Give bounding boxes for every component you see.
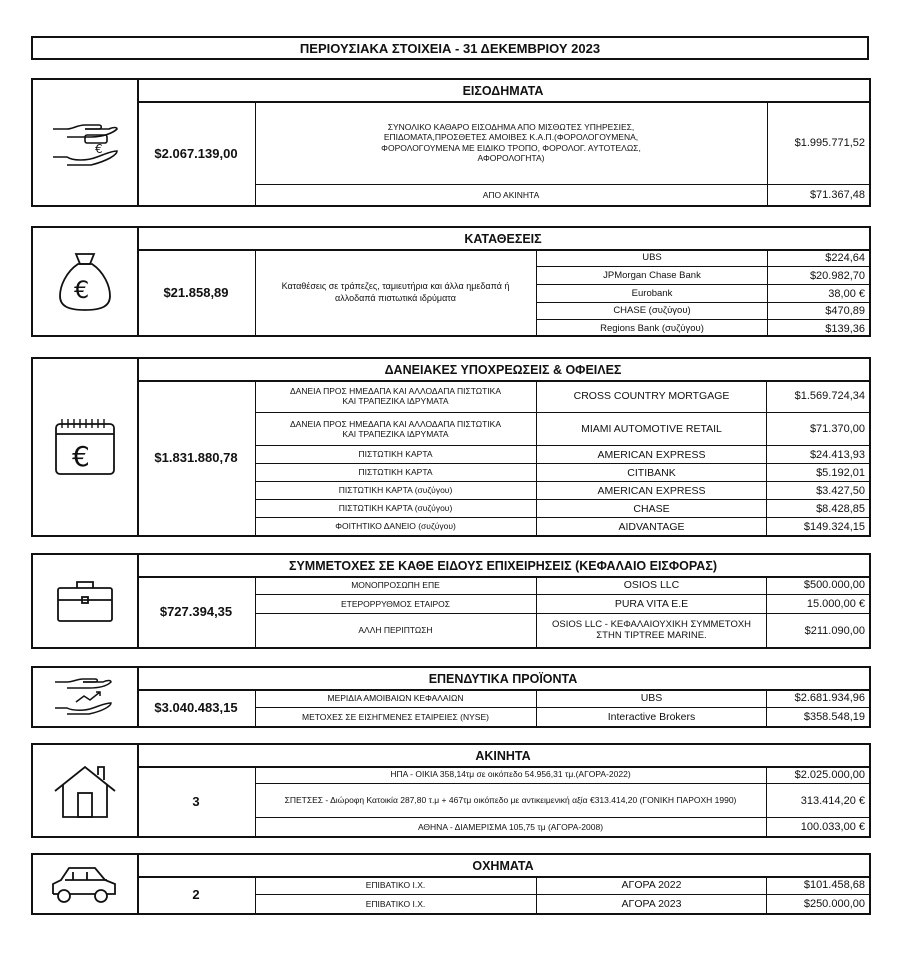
investment-type: ΜΕΤΟΧΕΣ ΣΕ ΕΙΣΗΓΜΕΝΕΣ ΕΤΑΙΡΕΙΕΣ (NYSE) [302,711,489,722]
holding-amount: $211.090,00 [766,614,869,647]
table-row [255,576,869,595]
briefcase-icon [55,578,115,624]
loan-creditor: CHASE [536,500,766,517]
table-row [255,614,869,647]
holdings-heading: ΣΥΜΜΕΤΟΧΕΣ ΣΕ ΚΑΘΕ ΕΙΔΟΥΣ ΕΠΙΧΕΙΡΗΣΕΙΣ (ΚΕΦΑΛΑΙΟ ΕΙΣΦΟΡΑΣ) [137,555,869,578]
hands-growth-icon [52,674,118,720]
bank-amount: $470,89 [767,303,869,319]
property-desc: ΗΠΑ - ΟΙΚΙΑ 358,14τμ σε οικόπεδο 54.956,31 τμ.(ΑΓΟΡΑ-2022) [390,769,631,780]
loans-section [31,357,871,537]
bank-name: Regions Bank (συζύγου) [600,322,704,334]
loan-type: ΠΙΣΤΩΤΙΚΗ ΚΑΡΤΑ (συζύγου) [338,485,453,496]
vehicle-type: ΕΠΙΒΑΤΙΚΟ Ι.Χ. [365,879,426,890]
property-amount: $2.025.000,00 [766,766,869,783]
real-estate-icon-cell [33,745,139,836]
income-amount: $1.995.771,52 [767,101,869,184]
loan-amount: $71.370,00 [766,413,869,445]
table-row [255,482,869,500]
svg-text:€: € [72,440,90,473]
holding-type: ΑΛΛΗ ΠΕΡΙΠΤΩΣΗ [358,625,433,636]
investment-amount: $2.681.934,96 [766,689,869,707]
table-row [255,185,869,205]
bank-name: UBS [642,251,662,263]
table-row [255,101,869,185]
table-row [537,249,869,267]
vehicle-amount: $250.000,00 [766,895,869,913]
holdings-total: $727.394,35 [137,576,256,647]
holding-type: ΕΤΕΡΟΡΡΥΘΜΟΣ ΕΤΑΙΡΟΣ [340,598,451,609]
income-amount: $71.367,48 [767,185,869,205]
table-row [255,689,869,708]
table-row [537,285,869,303]
table-row [255,818,869,836]
loan-creditor: AIDVANTAGE [536,518,766,535]
property-amount: 313.414,20 € [766,784,869,817]
table-row [537,267,869,285]
vehicles-section [31,853,871,915]
loans-total: $1.831.880,78 [137,380,256,535]
deposits-total: $21.858,89 [137,249,256,335]
table-row [255,895,869,913]
table-row [255,708,869,726]
vehicles-icon-cell [33,855,139,913]
investments-total: $3.040.483,15 [137,689,256,726]
property-amount: 100.033,00 € [766,818,869,836]
loan-amount: $24.413,93 [766,446,869,463]
table-row [255,766,869,784]
loan-creditor: MIAMI AUTOMOTIVE RETAIL [536,413,766,445]
investment-amount: $358.548,19 [766,708,869,726]
svg-text:€: € [95,141,103,156]
deposits-heading: ΚΑΤΑΘΕΣΕΙΣ [137,228,869,251]
investments-section [31,666,871,728]
money-bag-icon [58,250,112,314]
holding-entity: OSIOS LLC [536,576,766,594]
loan-amount: $1.569.724,34 [766,380,869,412]
table-row [255,380,869,413]
holding-entity: PURA VITA E.E [536,595,766,613]
loan-type: ΔΑΝΕΙΑ ΠΡΟΣ ΗΜΕΔΑΠΑ ΚΑΙ ΑΛΛΟΔΑΠΑ ΠΙΣΤΩΤΙΚΑ ΚΑΙ ΤΡΑΠΕΖΙΚΑ ΙΔΡΥΜΑΤΑ [289,418,501,439]
deposits-description: Καταθέσεις σε τράπεζες, ταμιευτήρια και άλλα ημεδαπά ή αλλοδαπά πιστωτικά ιδρύματα [281,281,510,303]
table-row [255,446,869,464]
vehicle-acquired: ΑΓΟΡΑ 2022 [536,876,766,894]
house-icon [52,763,118,819]
table-row [255,595,869,614]
vehicle-amount: $101.458,68 [766,876,869,894]
holding-type: ΜΟΝΟΠΡΟΣΩΠΗ ΕΠΕ [351,579,440,590]
calendar-euro-icon [52,416,118,478]
vehicles-heading: ΟΧΗΜΑΤΑ [137,855,869,878]
deposits-section [31,226,871,337]
table-row [255,500,869,518]
income-total: $2.067.139,00 [137,101,256,205]
vehicles-count: 2 [137,876,256,913]
holding-amount: 15.000,00 € [766,595,869,613]
loan-amount: $5.192,01 [766,464,869,481]
deposits-icon-cell [33,228,139,335]
loan-creditor: CROSS COUNTRY MORTGAGE [536,380,766,412]
table-row [255,518,869,535]
income-icon-cell [33,80,139,205]
page-title: ΠΕΡΙΟΥΣΙΑΚΑ ΣΤΟΙΧΕΙΑ - 31 ΔΕΚΕΜΒΡΙΟΥ 2023 [31,36,869,60]
investments-icon-cell [33,668,139,726]
income-desc: ΑΠΟ ΑΚΙΝΗΤΑ [482,189,540,200]
loans-icon-cell [33,359,139,535]
investment-provider: Interactive Brokers [536,708,766,726]
hands-money-icon [49,115,121,171]
table-row [255,784,869,818]
real-estate-section [31,743,871,838]
loan-amount: $3.427,50 [766,482,869,499]
property-desc: ΣΠΕΤΣΕΣ - Διώροφη Κατοικία 287,80 τ.μ + 467τμ οικόπεδο με αντικειμενική αξία €313.414,20 (ΓΟΝΙΚΗ ΠΑΡΟΧΗ 1990) [284,795,737,806]
table-row [255,464,869,482]
loan-type: ΦΟΙΤΗΤΙΚΟ ΔΑΝΕΙΟ (συζύγου) [335,521,456,532]
loan-creditor: CITIBANK [536,464,766,481]
property-desc: ΑΘΗΝΑ - ΔΙΑΜΕΡΙΣΜΑ 105,75 τμ (ΑΓΟΡΑ-2008) [417,821,604,832]
holding-entity: OSIOS LLC - ΚΕΦΑΛΑΙΟΥΧΙΚΗ ΣΥΜΜΕΤΟΧΗ ΣΤΗΝ TIPTREE MARINE. [536,614,766,647]
real-estate-heading: ΑΚΙΝΗΤΑ [137,745,869,768]
loan-creditor: AMERICAN EXPRESS [536,446,766,463]
bank-name: Eurobank [631,287,673,299]
income-section [31,78,871,207]
svg-text:€: € [74,275,90,304]
bank-amount: $20.982,70 [767,267,869,284]
loan-amount: $149.324,15 [766,518,869,535]
loans-heading: ΔΑΝΕΙΑΚΕΣ ΥΠΟΧΡΕΩΣΕΙΣ & ΟΦΕΙΛΕΣ [137,359,869,382]
loan-type: ΔΑΝΕΙΑ ΠΡΟΣ ΗΜΕΔΑΠΑ ΚΑΙ ΑΛΛΟΔΑΠΑ ΠΙΣΤΩΤΙΚΑ ΚΑΙ ΤΡΑΠΕΖΙΚΑ ΙΔΡΥΜΑΤΑ [289,385,501,406]
income-desc: ΣΥΝΟΛΙΚΟ ΚΑΘΑΡΟ ΕΙΣΟΔΗΜΑ ΑΠΟ ΜΙΣΘΩΤΕΣ ΥΠΗΡΕΣΙΕΣ, ΕΠΙΔΟΜΑΤΑ,ΠΡΟΣΘΕΤΕΣ ΑΜΟΙΒΕΣ Κ.Α.Π.(ΦΟΡΟΛΟΓΟΥΜΕΝΑ, ΦΟΡΟΛΟΓΟΥΜΕΝΑ ΜΕ ΕΙΔΙΚΟ ΤΡΟΠΟ, ΦΟΡΟΛΟΓ. ΑΥΤΟΤΕΛΩΣ, ΑΦΟΡΟΛΟΓΗΤΑ) [381,121,641,163]
loan-amount: $8.428,85 [766,500,869,517]
bank-amount: $224,64 [767,249,869,266]
loan-creditor: AMERICAN EXPRESS [536,482,766,499]
loan-type: ΠΙΣΤΩΤΙΚΗ ΚΑΡΤΑ (συζύγου) [338,503,453,514]
holding-amount: $500.000,00 [766,576,869,594]
investment-type: ΜΕΡΙΔΙΑ ΑΜΟΙΒΑΙΩΝ ΚΕΦΑΛΑΙΩΝ [327,692,464,703]
bank-amount: $139,36 [767,320,869,337]
holdings-icon-cell [33,555,139,647]
bank-name: CHASE (συζύγου) [613,305,691,316]
real-estate-count: 3 [137,766,256,836]
holdings-section [31,553,871,649]
table-row [537,303,869,320]
investment-provider: UBS [536,689,766,707]
income-heading: ΕΙΣΟΔΗΜΑΤΑ [137,80,869,103]
bank-name: JPMorgan Chase Bank [603,269,701,281]
bank-amount: 38,00 € [767,285,869,302]
vehicle-acquired: ΑΓΟΡΑ 2023 [536,895,766,913]
car-icon [49,862,121,906]
table-row [255,876,869,895]
loan-type: ΠΙΣΤΩΤΙΚΗ ΚΑΡΤΑ [358,467,433,478]
table-row [537,320,869,337]
table-row [255,413,869,446]
loan-type: ΠΙΣΤΩΤΙΚΗ ΚΑΡΤΑ [358,449,433,460]
investments-heading: ΕΠΕΝΔΥΤΙΚΑ ΠΡΟΪΟΝΤΑ [137,668,869,691]
vehicle-type: ΕΠΙΒΑΤΙΚΟ Ι.Χ. [365,898,426,909]
